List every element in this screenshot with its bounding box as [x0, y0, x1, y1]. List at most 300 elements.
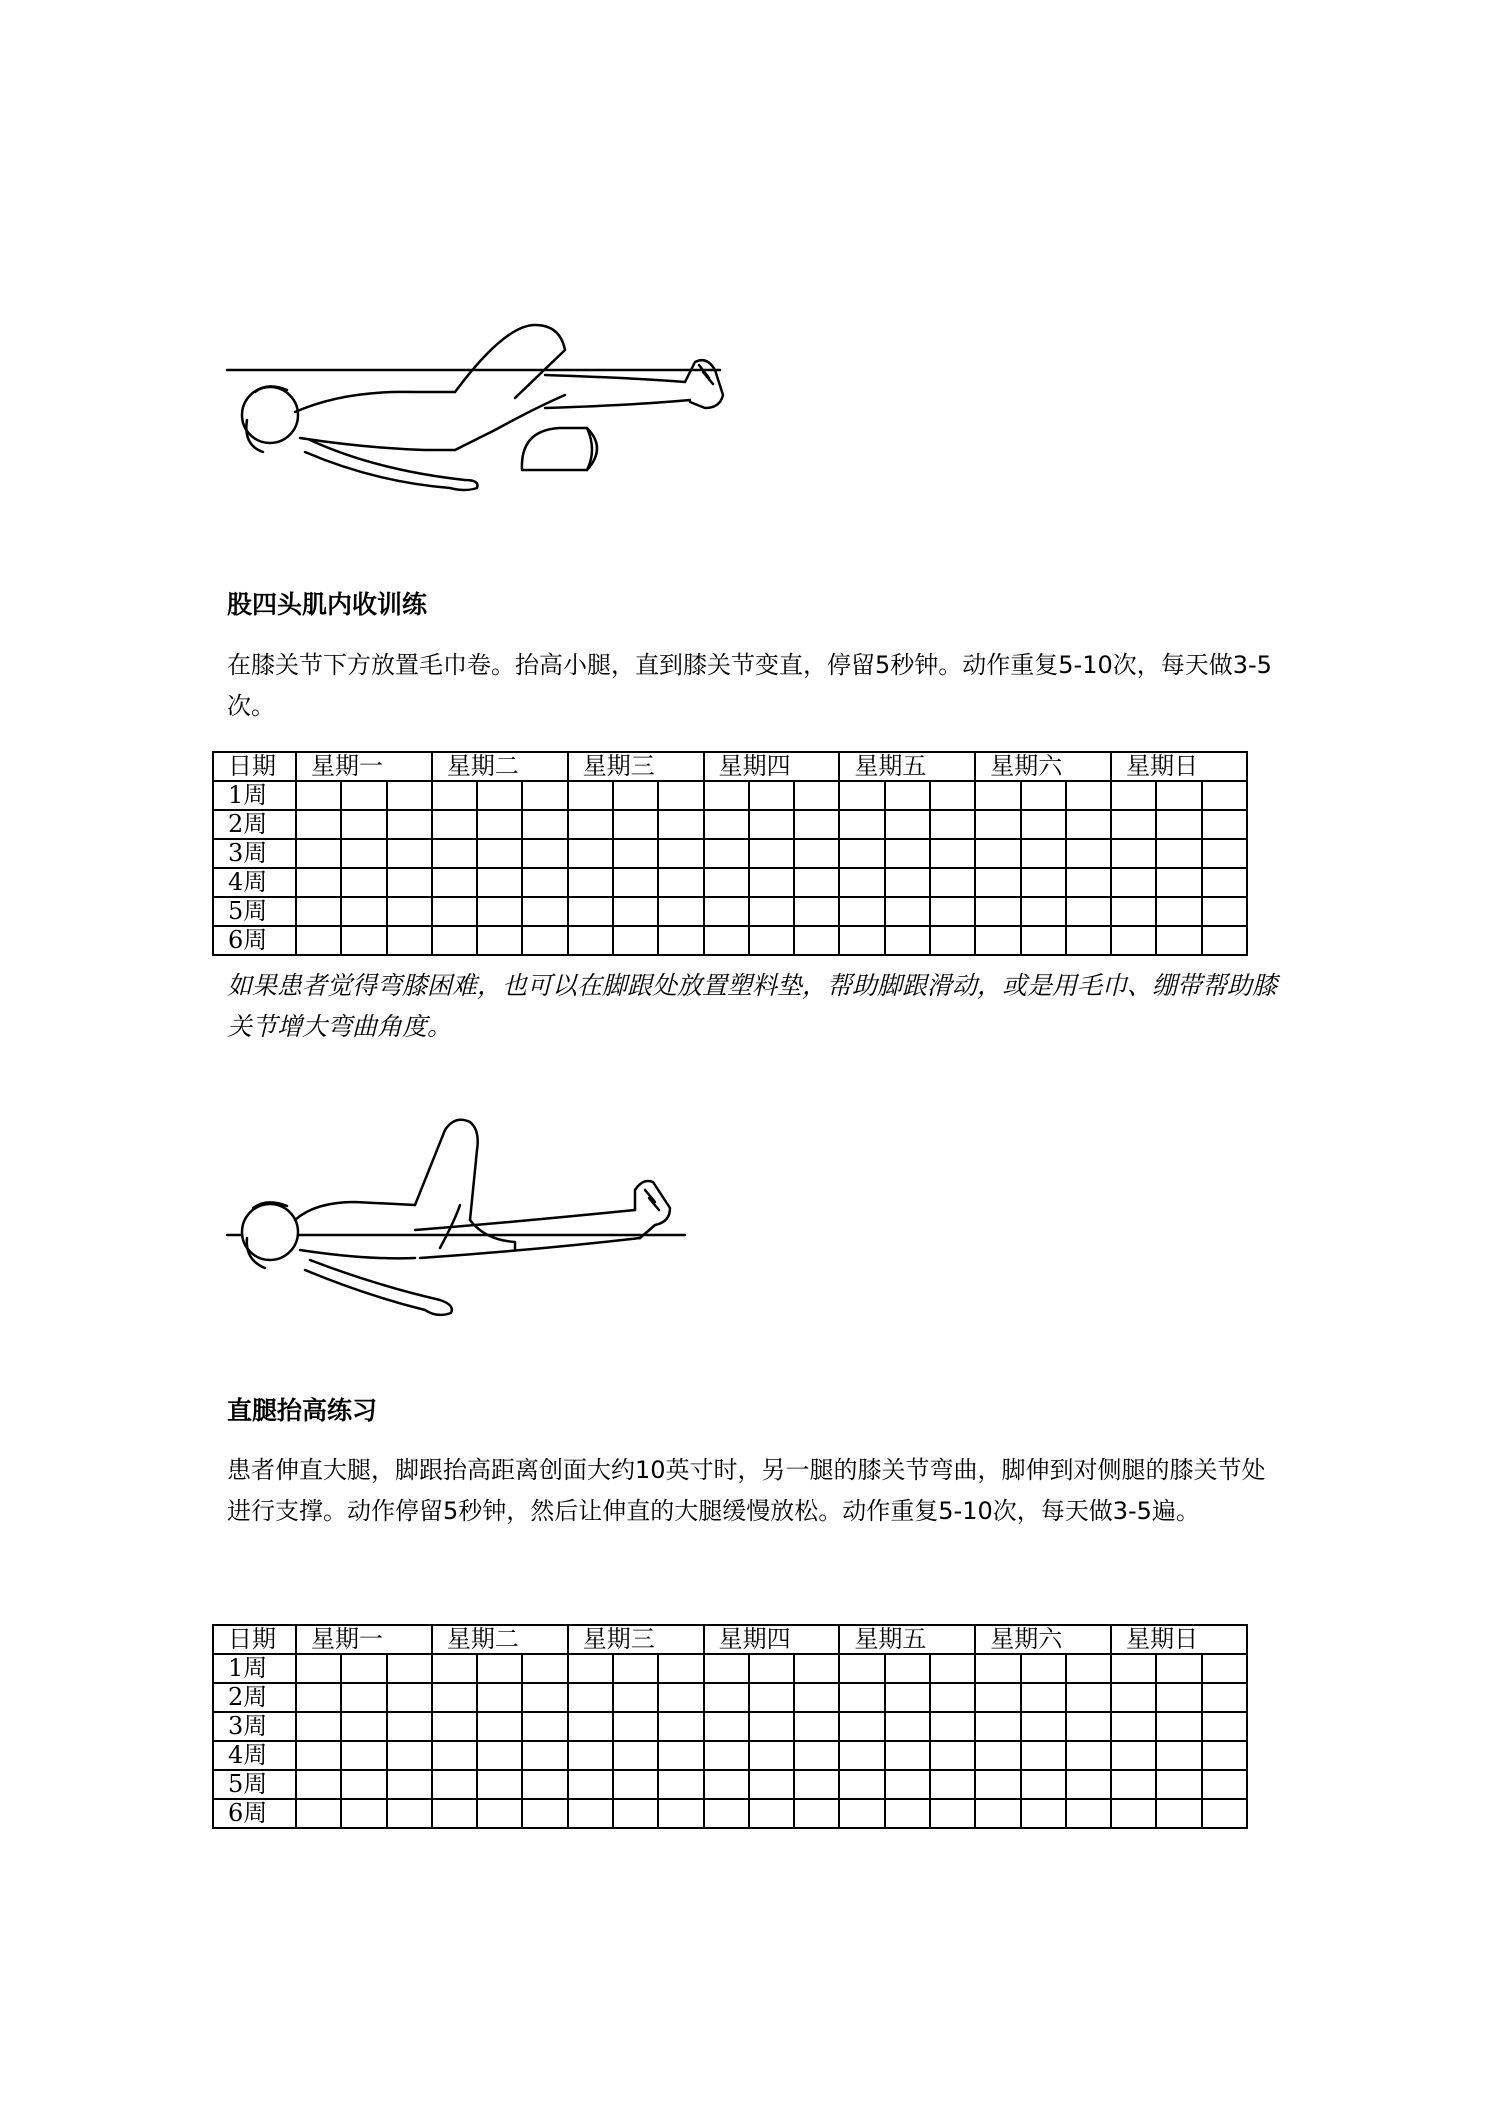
checkbox-cell[interactable] — [704, 1654, 749, 1683]
checkbox-cell[interactable] — [1021, 1799, 1066, 1828]
header-monday: 星期一 — [296, 1625, 432, 1654]
checkbox-cell[interactable] — [794, 1683, 839, 1712]
checkbox-cell[interactable] — [749, 810, 794, 839]
checkbox-cell[interactable] — [930, 781, 975, 810]
checkbox-cell[interactable] — [432, 926, 477, 955]
header-saturday: 星期六 — [975, 752, 1111, 781]
checkbox-cell[interactable] — [658, 1683, 703, 1712]
checkbox-cell[interactable] — [794, 1799, 839, 1828]
checkbox-cell[interactable] — [341, 1741, 386, 1770]
header-friday: 星期五 — [839, 752, 975, 781]
header-sunday: 星期日 — [1111, 752, 1247, 781]
checkbox-cell[interactable] — [1066, 1712, 1111, 1741]
checkbox-cell[interactable] — [930, 1799, 975, 1828]
checkbox-cell[interactable] — [1111, 1741, 1156, 1770]
checkbox-cell[interactable] — [477, 1654, 522, 1683]
checkbox-cell[interactable] — [975, 1683, 1020, 1712]
checkbox-cell[interactable] — [432, 1741, 477, 1770]
checkbox-cell[interactable] — [885, 839, 930, 868]
header-tuesday: 星期二 — [432, 1625, 568, 1654]
checkbox-cell[interactable] — [341, 839, 386, 868]
exercise2-title: 直腿抬高练习 — [227, 1396, 378, 1425]
checkbox-cell[interactable] — [1066, 839, 1111, 868]
checkbox-cell[interactable] — [1111, 781, 1156, 810]
checkbox-cell[interactable] — [387, 781, 432, 810]
checkbox-cell[interactable] — [568, 781, 613, 810]
checkbox-cell[interactable] — [432, 781, 477, 810]
checkbox-cell[interactable] — [885, 1683, 930, 1712]
week-label: 6周 — [213, 926, 296, 955]
checkbox-cell[interactable] — [477, 1683, 522, 1712]
checkbox-cell[interactable] — [568, 839, 613, 868]
checkbox-cell[interactable] — [1066, 868, 1111, 897]
checkbox-cell[interactable] — [930, 1683, 975, 1712]
week-label: 4周 — [213, 1741, 296, 1770]
checkbox-cell[interactable] — [749, 781, 794, 810]
checkbox-cell[interactable] — [975, 781, 1020, 810]
checkbox-cell[interactable] — [477, 1741, 522, 1770]
exercise1-note: 如果患者觉得弯膝困难，也可以在脚跟处放置塑料垫，帮助脚跟滑动，或是用毛巾、绷带帮助膝关节增大弯曲角度。 — [227, 971, 1278, 1041]
exercise2-description: 患者伸直大腿，脚跟抬高距离创面大约10英寸时，另一腿的膝关节弯曲，脚伸到对侧腿的膝关节处进行支撑。动作停留5秒钟，然后让伸直的大腿缓慢放松。动作重复5-10次，每天做3-5遍。 — [227, 1456, 1266, 1525]
checkbox-cell[interactable] — [522, 781, 567, 810]
checkbox-cell[interactable] — [387, 1712, 432, 1741]
checkbox-cell[interactable] — [477, 1712, 522, 1741]
checkbox-cell[interactable] — [1156, 839, 1201, 868]
checkbox-cell[interactable] — [1021, 810, 1066, 839]
checkbox-cell[interactable] — [1066, 781, 1111, 810]
checkbox-cell[interactable] — [432, 1683, 477, 1712]
checkbox-cell[interactable] — [1111, 1654, 1156, 1683]
checkbox-cell[interactable] — [296, 781, 341, 810]
checkbox-cell[interactable] — [568, 1654, 613, 1683]
checkbox-cell[interactable] — [794, 926, 839, 955]
checkbox-cell[interactable] — [704, 897, 749, 926]
checkbox-cell[interactable] — [1202, 839, 1247, 868]
checkbox-cell[interactable] — [1156, 810, 1201, 839]
checkbox-cell[interactable] — [613, 810, 658, 839]
checkbox-cell[interactable] — [432, 868, 477, 897]
checkbox-cell[interactable] — [387, 926, 432, 955]
checkbox-cell[interactable] — [704, 1799, 749, 1828]
checkbox-cell[interactable] — [1066, 926, 1111, 955]
checkbox-cell[interactable] — [1156, 926, 1201, 955]
header-sunday: 星期日 — [1111, 1625, 1247, 1654]
checkbox-cell[interactable] — [568, 1712, 613, 1741]
checkbox-cell[interactable] — [839, 1741, 884, 1770]
checkbox-cell[interactable] — [296, 1799, 341, 1828]
checkbox-cell[interactable] — [296, 1683, 341, 1712]
checkbox-cell[interactable] — [1066, 810, 1111, 839]
checkbox-cell[interactable] — [568, 1683, 613, 1712]
checkbox-cell[interactable] — [885, 1799, 930, 1828]
checkbox-cell[interactable] — [522, 1799, 567, 1828]
checkbox-cell[interactable] — [794, 868, 839, 897]
checkbox-cell[interactable] — [1021, 1654, 1066, 1683]
checkbox-cell[interactable] — [1111, 1799, 1156, 1828]
checkbox-cell[interactable] — [794, 1741, 839, 1770]
checkbox-cell[interactable] — [432, 810, 477, 839]
table-row — [213, 1770, 1247, 1799]
table-row — [213, 810, 1247, 839]
checkbox-cell[interactable] — [794, 1654, 839, 1683]
checkbox-cell[interactable] — [1111, 1712, 1156, 1741]
checkbox-cell[interactable] — [522, 1712, 567, 1741]
table-row — [213, 781, 1247, 810]
checkbox-cell[interactable] — [341, 1799, 386, 1828]
checkbox-cell[interactable] — [885, 781, 930, 810]
checkbox-cell[interactable] — [1202, 926, 1247, 955]
checkbox-cell[interactable] — [613, 1741, 658, 1770]
checkbox-cell[interactable] — [1111, 926, 1156, 955]
checkbox-cell[interactable] — [975, 868, 1020, 897]
checkbox-cell[interactable] — [658, 781, 703, 810]
checkbox-cell[interactable] — [387, 897, 432, 926]
checkbox-cell[interactable] — [432, 897, 477, 926]
checkbox-cell[interactable] — [522, 1741, 567, 1770]
checkbox-cell[interactable] — [1156, 1654, 1201, 1683]
checkbox-cell[interactable] — [839, 897, 884, 926]
checkbox-cell[interactable] — [885, 1770, 930, 1799]
checkbox-cell[interactable] — [749, 1712, 794, 1741]
checkbox-cell[interactable] — [1202, 1770, 1247, 1799]
week-label: 4周 — [213, 868, 296, 897]
checkbox-cell[interactable] — [975, 839, 1020, 868]
checkbox-cell[interactable] — [658, 810, 703, 839]
checkbox-cell[interactable] — [477, 1799, 522, 1828]
checkbox-cell[interactable] — [296, 810, 341, 839]
checkbox-cell[interactable] — [975, 926, 1020, 955]
checkbox-cell[interactable] — [296, 868, 341, 897]
checkbox-cell[interactable] — [1066, 1770, 1111, 1799]
checkbox-cell[interactable] — [432, 1770, 477, 1799]
week-label: 3周 — [213, 1712, 296, 1741]
checkbox-cell[interactable] — [432, 1654, 477, 1683]
checkbox-cell[interactable] — [975, 1712, 1020, 1741]
checkbox-cell[interactable] — [477, 781, 522, 810]
checkbox-cell[interactable] — [568, 926, 613, 955]
checkbox-cell[interactable] — [296, 839, 341, 868]
checkbox-cell[interactable] — [1021, 926, 1066, 955]
checkbox-cell[interactable] — [1156, 868, 1201, 897]
checkbox-cell[interactable] — [749, 839, 794, 868]
checkbox-cell[interactable] — [1202, 1654, 1247, 1683]
checkbox-cell[interactable] — [387, 1799, 432, 1828]
header-wednesday: 星期三 — [568, 752, 704, 781]
checkbox-cell[interactable] — [658, 897, 703, 926]
checkbox-cell[interactable] — [387, 810, 432, 839]
checkbox-cell[interactable] — [839, 781, 884, 810]
week-label: 5周 — [213, 897, 296, 926]
table-row — [213, 1683, 1247, 1712]
checkbox-cell[interactable] — [613, 1683, 658, 1712]
table-row — [213, 1654, 1247, 1683]
checkbox-cell[interactable] — [749, 1741, 794, 1770]
checkbox-cell[interactable] — [432, 1799, 477, 1828]
checkbox-cell[interactable] — [296, 1654, 341, 1683]
checkbox-cell[interactable] — [613, 1712, 658, 1741]
checkbox-cell[interactable] — [522, 1654, 567, 1683]
checkbox-cell[interactable] — [839, 1712, 884, 1741]
checkbox-cell[interactable] — [839, 868, 884, 897]
checkbox-cell[interactable] — [522, 839, 567, 868]
checkbox-cell[interactable] — [930, 839, 975, 868]
checkbox-cell[interactable] — [704, 1741, 749, 1770]
checkbox-cell[interactable] — [568, 1770, 613, 1799]
checkbox-cell[interactable] — [1202, 1683, 1247, 1712]
checkbox-cell[interactable] — [341, 810, 386, 839]
checkbox-cell[interactable] — [387, 1683, 432, 1712]
checkbox-cell[interactable] — [1111, 810, 1156, 839]
checkbox-cell[interactable] — [387, 839, 432, 868]
checkbox-cell[interactable] — [704, 810, 749, 839]
quad-exercise-illustration — [215, 320, 735, 520]
header-tuesday: 星期二 — [432, 752, 568, 781]
checkbox-cell[interactable] — [704, 781, 749, 810]
checkbox-cell[interactable] — [975, 810, 1020, 839]
checkbox-cell[interactable] — [613, 897, 658, 926]
week-label: 2周 — [213, 810, 296, 839]
checkbox-cell[interactable] — [613, 781, 658, 810]
checkbox-cell[interactable] — [749, 1683, 794, 1712]
checkbox-cell[interactable] — [794, 781, 839, 810]
checkbox-cell[interactable] — [477, 868, 522, 897]
week-label: 1周 — [213, 781, 296, 810]
checkbox-cell[interactable] — [839, 1799, 884, 1828]
checkbox-cell[interactable] — [341, 1683, 386, 1712]
checkbox-cell[interactable] — [477, 926, 522, 955]
table-row — [213, 1741, 1247, 1770]
checkbox-cell[interactable] — [296, 1712, 341, 1741]
checkbox-cell[interactable] — [930, 1712, 975, 1741]
checkbox-cell[interactable] — [522, 810, 567, 839]
checkbox-cell[interactable] — [839, 810, 884, 839]
week-label: 5周 — [213, 1770, 296, 1799]
checkbox-cell[interactable] — [839, 1654, 884, 1683]
checkbox-cell[interactable] — [885, 868, 930, 897]
checkbox-cell[interactable] — [387, 1654, 432, 1683]
checkbox-cell[interactable] — [522, 868, 567, 897]
checkbox-cell[interactable] — [432, 1712, 477, 1741]
checkbox-cell[interactable] — [658, 1741, 703, 1770]
checkbox-cell[interactable] — [1066, 897, 1111, 926]
checkbox-cell[interactable] — [613, 926, 658, 955]
checkbox-cell[interactable] — [568, 897, 613, 926]
table-header-row — [213, 752, 1247, 781]
checkbox-cell[interactable] — [658, 1712, 703, 1741]
checkbox-cell[interactable] — [1021, 1741, 1066, 1770]
checkbox-cell[interactable] — [477, 839, 522, 868]
exercise1-description: 在膝关节下方放置毛巾卷。抬高小腿，直到膝关节变直，停留5秒钟。动作重复5-10次，每天做3-5次。 — [227, 651, 1272, 720]
checkbox-cell[interactable] — [1021, 1770, 1066, 1799]
checkbox-cell[interactable] — [885, 926, 930, 955]
checkbox-cell[interactable] — [839, 839, 884, 868]
checkbox-cell[interactable] — [975, 1770, 1020, 1799]
checkbox-cell[interactable] — [613, 839, 658, 868]
checkbox-cell[interactable] — [1202, 1741, 1247, 1770]
checkbox-cell[interactable] — [341, 1712, 386, 1741]
checkbox-cell[interactable] — [1111, 897, 1156, 926]
checkbox-cell[interactable] — [613, 1799, 658, 1828]
checkbox-cell[interactable] — [749, 926, 794, 955]
checkbox-cell[interactable] — [704, 1770, 749, 1799]
table-row — [213, 1799, 1247, 1828]
checkbox-cell[interactable] — [704, 1712, 749, 1741]
checkbox-cell[interactable] — [930, 926, 975, 955]
straight-leg-raise-illustration — [215, 1110, 695, 1330]
checkbox-cell[interactable] — [1111, 1683, 1156, 1712]
checkbox-cell[interactable] — [477, 810, 522, 839]
checkbox-cell[interactable] — [885, 1741, 930, 1770]
header-thursday: 星期四 — [704, 752, 840, 781]
checkbox-cell[interactable] — [341, 897, 386, 926]
checkbox-cell[interactable] — [1156, 1683, 1201, 1712]
checkbox-cell[interactable] — [1202, 868, 1247, 897]
checkbox-cell[interactable] — [794, 1770, 839, 1799]
checkbox-cell[interactable] — [387, 868, 432, 897]
checkbox-cell[interactable] — [658, 1654, 703, 1683]
header-date: 日期 — [213, 752, 296, 781]
checkbox-cell[interactable] — [522, 1683, 567, 1712]
exercise1-title: 股四头肌内收训练 — [227, 590, 428, 619]
checkbox-cell[interactable] — [341, 781, 386, 810]
checkbox-cell[interactable] — [794, 810, 839, 839]
checkbox-cell[interactable] — [930, 1770, 975, 1799]
checkbox-cell[interactable] — [1111, 1770, 1156, 1799]
checkbox-cell[interactable] — [704, 926, 749, 955]
checkbox-cell[interactable] — [1021, 1712, 1066, 1741]
checkbox-cell[interactable] — [930, 868, 975, 897]
checkbox-cell[interactable] — [1021, 897, 1066, 926]
checkbox-cell[interactable] — [568, 868, 613, 897]
checkbox-cell[interactable] — [794, 897, 839, 926]
checkbox-cell[interactable] — [1156, 1799, 1201, 1828]
table-header-row — [213, 1625, 1247, 1654]
header-friday: 星期五 — [839, 1625, 975, 1654]
checkbox-cell[interactable] — [1156, 1712, 1201, 1741]
checkbox-cell[interactable] — [930, 1654, 975, 1683]
checkbox-cell[interactable] — [885, 1654, 930, 1683]
checkbox-cell[interactable] — [1021, 781, 1066, 810]
checkbox-cell[interactable] — [885, 897, 930, 926]
exercise1-log-table — [212, 751, 1248, 956]
checkbox-cell[interactable] — [975, 1799, 1020, 1828]
checkbox-cell[interactable] — [839, 1770, 884, 1799]
checkbox-cell[interactable] — [839, 926, 884, 955]
checkbox-cell[interactable] — [658, 839, 703, 868]
checkbox-cell[interactable] — [1021, 868, 1066, 897]
checkbox-cell[interactable] — [794, 1712, 839, 1741]
checkbox-cell[interactable] — [658, 1799, 703, 1828]
checkbox-cell[interactable] — [1021, 1683, 1066, 1712]
exercise2-log-table — [212, 1624, 1248, 1829]
checkbox-cell[interactable] — [975, 1654, 1020, 1683]
checkbox-cell[interactable] — [885, 810, 930, 839]
checkbox-cell[interactable] — [296, 926, 341, 955]
checkbox-cell[interactable] — [975, 897, 1020, 926]
checkbox-cell[interactable] — [1202, 1799, 1247, 1828]
checkbox-cell[interactable] — [1066, 1683, 1111, 1712]
week-label: 3周 — [213, 839, 296, 868]
checkbox-cell[interactable] — [658, 1770, 703, 1799]
checkbox-cell[interactable] — [1066, 1741, 1111, 1770]
checkbox-cell[interactable] — [522, 1770, 567, 1799]
checkbox-cell[interactable] — [432, 839, 477, 868]
checkbox-cell[interactable] — [341, 1654, 386, 1683]
checkbox-cell[interactable] — [522, 897, 567, 926]
header-monday: 星期一 — [296, 752, 432, 781]
checkbox-cell[interactable] — [387, 1741, 432, 1770]
week-label: 2周 — [213, 1683, 296, 1712]
checkbox-cell[interactable] — [930, 1741, 975, 1770]
table-row — [213, 926, 1247, 955]
table-row — [213, 897, 1247, 926]
week-label: 6周 — [213, 1799, 296, 1828]
checkbox-cell[interactable] — [794, 839, 839, 868]
checkbox-cell[interactable] — [296, 1770, 341, 1799]
checkbox-cell[interactable] — [704, 868, 749, 897]
checkbox-cell[interactable] — [885, 1712, 930, 1741]
checkbox-cell[interactable] — [387, 1770, 432, 1799]
checkbox-cell[interactable] — [1021, 839, 1066, 868]
checkbox-cell[interactable] — [296, 897, 341, 926]
checkbox-cell[interactable] — [975, 1741, 1020, 1770]
checkbox-cell[interactable] — [1066, 1654, 1111, 1683]
table-row — [213, 868, 1247, 897]
checkbox-cell[interactable] — [1202, 781, 1247, 810]
checkbox-cell[interactable] — [1156, 1741, 1201, 1770]
checkbox-cell[interactable] — [839, 1683, 884, 1712]
checkbox-cell[interactable] — [749, 1654, 794, 1683]
checkbox-cell[interactable] — [1202, 1712, 1247, 1741]
checkbox-cell[interactable] — [568, 1741, 613, 1770]
checkbox-cell[interactable] — [568, 1799, 613, 1828]
checkbox-cell[interactable] — [477, 1770, 522, 1799]
checkbox-cell[interactable] — [749, 1770, 794, 1799]
checkbox-cell[interactable] — [1156, 1770, 1201, 1799]
checkbox-cell[interactable] — [613, 1654, 658, 1683]
checkbox-cell[interactable] — [1202, 897, 1247, 926]
table-row — [213, 839, 1247, 868]
table-row — [213, 1712, 1247, 1741]
week-label: 1周 — [213, 1654, 296, 1683]
checkbox-cell[interactable] — [341, 1770, 386, 1799]
checkbox-cell[interactable] — [341, 926, 386, 955]
checkbox-cell[interactable] — [477, 897, 522, 926]
checkbox-cell[interactable] — [613, 1770, 658, 1799]
checkbox-cell[interactable] — [1156, 897, 1201, 926]
checkbox-cell[interactable] — [749, 1799, 794, 1828]
checkbox-cell[interactable] — [930, 897, 975, 926]
checkbox-cell[interactable] — [749, 868, 794, 897]
checkbox-cell[interactable] — [341, 868, 386, 897]
header-wednesday: 星期三 — [568, 1625, 704, 1654]
checkbox-cell[interactable] — [704, 1683, 749, 1712]
checkbox-cell[interactable] — [522, 926, 567, 955]
checkbox-cell[interactable] — [613, 868, 658, 897]
checkbox-cell[interactable] — [704, 839, 749, 868]
checkbox-cell[interactable] — [1156, 781, 1201, 810]
checkbox-cell[interactable] — [1202, 810, 1247, 839]
checkbox-cell[interactable] — [296, 1741, 341, 1770]
checkbox-cell[interactable] — [1111, 868, 1156, 897]
checkbox-cell[interactable] — [749, 897, 794, 926]
checkbox-cell[interactable] — [658, 868, 703, 897]
checkbox-cell[interactable] — [930, 810, 975, 839]
checkbox-cell[interactable] — [568, 810, 613, 839]
checkbox-cell[interactable] — [1111, 839, 1156, 868]
checkbox-cell[interactable] — [658, 926, 703, 955]
checkbox-cell[interactable] — [1066, 1799, 1111, 1828]
